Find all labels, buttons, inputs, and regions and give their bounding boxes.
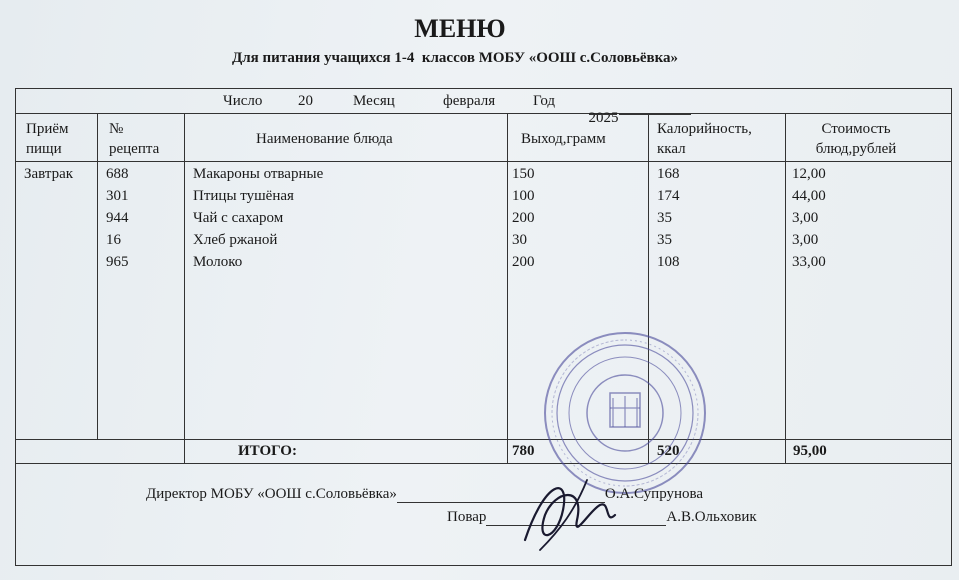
calories-value: 108	[657, 254, 680, 270]
totals-label: ИТОГО:	[238, 443, 297, 459]
day-label: Число	[223, 93, 263, 109]
calories-value: 35	[657, 232, 672, 248]
col-dish-header: Наименование блюда	[256, 131, 393, 147]
col-cost-header: Стоимость блюд,рублей	[815, 121, 897, 157]
col-yield-header: Выход,грамм	[521, 131, 606, 147]
dish-name: Хлеб ржаной	[193, 232, 278, 248]
col-divider	[785, 113, 786, 463]
cost-value: 3,00	[792, 232, 819, 248]
month-label: Месяц	[353, 93, 395, 109]
recipe-number: 944	[106, 210, 129, 226]
cost-value: 3,00	[792, 210, 819, 226]
year-value: 2025	[588, 110, 619, 126]
director-name: О.А.Супрунова	[604, 486, 704, 502]
col-divider	[97, 113, 98, 439]
totals-calories: 520	[657, 443, 680, 459]
header-divider	[16, 161, 951, 162]
calories-value: 174	[657, 188, 680, 204]
col-divider	[507, 113, 508, 463]
yield-value: 200	[512, 254, 535, 270]
cook-name: А.В.Ольховик	[666, 509, 757, 525]
totals-cost: 95,00	[793, 443, 827, 459]
col-meal-header: Приём пищи	[26, 121, 69, 157]
meal-name: Завтрак	[24, 166, 74, 182]
month-value: февраля	[443, 93, 496, 109]
dish-name: Птицы тушёная	[193, 188, 294, 204]
day-value: 20	[298, 93, 313, 109]
recipe-number: 965	[106, 254, 129, 270]
totals-bottom-divider	[16, 463, 951, 464]
totals-top-divider	[16, 439, 951, 440]
yield-value: 150	[512, 166, 535, 182]
recipe-number: 688	[106, 166, 129, 182]
recipe-number: 301	[106, 188, 129, 204]
menu-title: МЕНЮ	[414, 14, 506, 43]
recipe-number: 16	[106, 232, 121, 248]
cook-label: Повар	[447, 509, 487, 525]
dish-name: Макароны отварные	[193, 166, 324, 182]
yield-value: 100	[512, 188, 535, 204]
dish-name: Чай с сахаром	[193, 210, 284, 226]
menu-subtitle: Для питания учащихся 1-4 классов МОБУ «ООШ с.Соловьёвка»	[231, 50, 679, 66]
calories-value: 35	[657, 210, 672, 226]
handwritten-signature	[515, 470, 625, 555]
director-label: Директор МОБУ «ООШ с.Соловьёвка»	[146, 486, 397, 502]
date-line	[16, 89, 951, 126]
yield-value: 200	[512, 210, 535, 226]
cost-value: 12,00	[792, 166, 826, 182]
col-calories-header: Калорийность, ккал	[657, 121, 752, 157]
cost-value: 44,00	[792, 188, 826, 204]
dish-name: Молоко	[193, 254, 243, 270]
col-divider	[184, 113, 185, 463]
col-recipe-header: № рецепта	[109, 121, 160, 157]
yield-value: 30	[512, 232, 527, 248]
cost-value: 33,00	[792, 254, 826, 270]
totals-yield: 780	[512, 443, 535, 459]
calories-value: 168	[657, 166, 680, 182]
year-label: Год	[533, 93, 556, 109]
